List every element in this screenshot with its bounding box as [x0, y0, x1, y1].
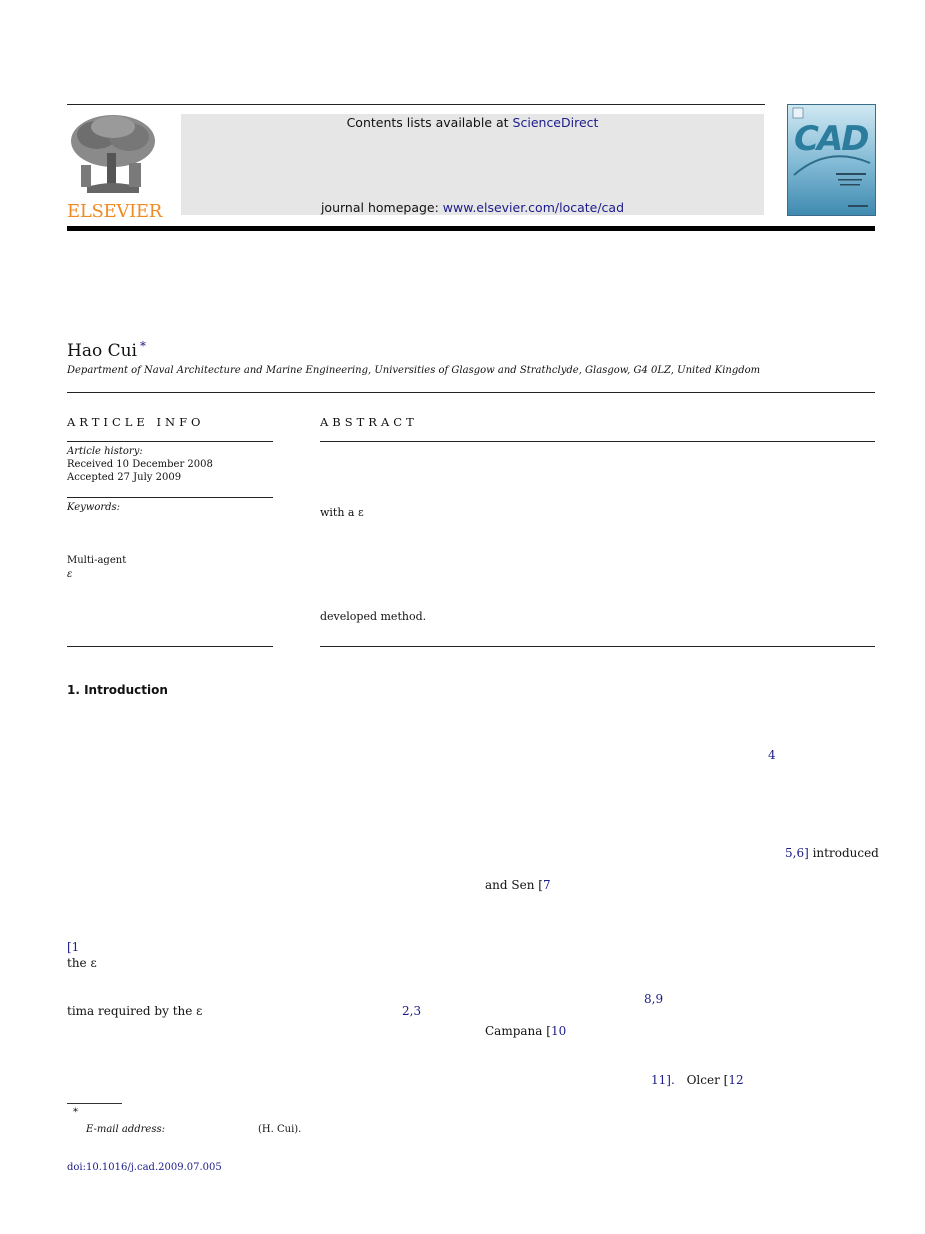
author-marker[interactable]: *: [140, 339, 146, 353]
article-info-rule: [67, 441, 273, 442]
cover-swoosh-icon: [788, 105, 875, 215]
homepage-line: [181, 200, 764, 215]
contents-line: [181, 115, 764, 130]
intro-olcer: Olcer [: [686, 1073, 729, 1087]
intro-and-sen: and Sen [: [485, 878, 543, 892]
intro-cite-8-9[interactable]: 8,9: [644, 992, 664, 1006]
intro-cite-5-6-line: [785, 846, 879, 860]
homepage-prefix: journal homepage:: [320, 200, 443, 215]
accepted-date: Accepted 27 July 2009: [67, 472, 182, 483]
keywords-label: Keywords:: [67, 502, 121, 513]
contents-prefix: Contents lists available at: [346, 115, 513, 130]
header-top-rule: [67, 104, 765, 105]
footnote-marker: *: [73, 1107, 78, 1118]
abstract-line-1: with a ε: [320, 506, 364, 519]
intro-heading: 1. Introduction: [67, 683, 168, 697]
elsevier-logo: [67, 113, 162, 222]
footnote-rule: [67, 1103, 122, 1104]
footnote-email-owner: (H. Cui).: [258, 1124, 302, 1135]
abstract-line-2: developed method.: [320, 610, 427, 623]
intro-cite-5-6[interactable]: 5,6]: [785, 846, 809, 860]
intro-cite-11[interactable]: 11].: [651, 1073, 675, 1087]
intro-cite-4[interactable]: 4: [768, 748, 776, 762]
journal-cover: [787, 104, 876, 216]
intro-campana-line: [485, 1024, 566, 1038]
author-name: Hao Cui: [67, 341, 137, 361]
keyword-2: ε: [67, 569, 73, 580]
intro-cite-1[interactable]: [1: [67, 940, 80, 954]
received-date: Received 10 December 2008: [67, 459, 213, 470]
abstract-bottom-rule: [320, 646, 875, 647]
keywords-rule: [67, 497, 273, 498]
article-info-heading: ARTICLE INFO: [67, 415, 205, 429]
homepage-link[interactable]: www.elsevier.com/locate/cad: [442, 200, 625, 215]
header-thick-rule: [67, 226, 875, 231]
cover-title: CAD: [794, 119, 868, 159]
front-rule: [67, 392, 875, 393]
intro-introduced: introduced: [812, 846, 879, 860]
footnote-email-label: E-mail address:: [86, 1124, 165, 1135]
article-history-label: Article history:: [67, 446, 143, 457]
intro-cite-7[interactable]: 7: [542, 878, 551, 892]
keyword-1: Multi-agent: [67, 555, 127, 566]
intro-tima-line: tima required by the ε: [67, 1004, 203, 1018]
intro-the-epsilon: the ε: [67, 956, 97, 970]
abstract-rule: [320, 441, 875, 442]
abstract-heading: ABSTRACT: [320, 415, 418, 429]
intro-cite-2-3[interactable]: 2,3: [402, 1004, 422, 1018]
intro-cite-12[interactable]: 12: [728, 1073, 744, 1087]
intro-campana: Campana [: [485, 1024, 551, 1038]
author-affiliation: Department of Naval Architecture and Marine Engineering, Universities of Glasgow and Strathclyde, Glasgow, G4 0LZ, United Kingdom: [67, 365, 761, 376]
intro-cite-10[interactable]: 10: [550, 1024, 567, 1038]
doi-link[interactable]: doi:10.1016/j.cad.2009.07.005: [67, 1162, 222, 1173]
intro-sen-line: [485, 878, 551, 892]
author-line: [67, 339, 146, 361]
publisher-name: ELSEVIER: [67, 201, 162, 222]
tree-icon: [67, 113, 159, 195]
sciencedirect-link[interactable]: ScienceDirect: [512, 115, 599, 130]
intro-olcer-line: [651, 1073, 744, 1087]
article-info-bottom-rule: [67, 646, 273, 647]
